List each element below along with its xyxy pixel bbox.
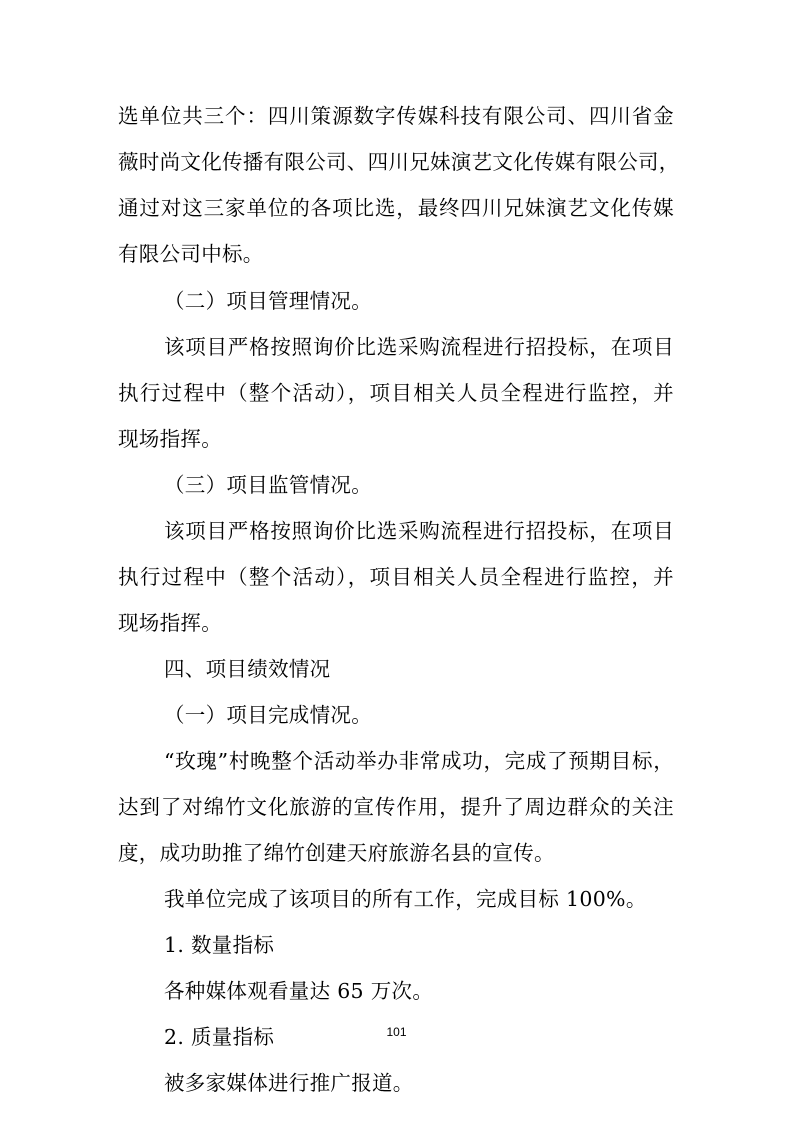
page-number: 101 — [386, 1025, 407, 1039]
section-heading: （三）项目监管情况。 — [164, 473, 372, 497]
body-text-line: 该项目严格按照询价比选采购流程进行招投标，在项目 — [164, 335, 674, 359]
body-text-line: 度，成功助推了绵竹创建天府旅游名县的宣传。 — [118, 841, 555, 865]
body-text-line: 现场指挥。 — [118, 611, 222, 635]
body-text-line: 被多家媒体进行推广报道。 — [164, 1071, 414, 1095]
body-text-line: 通过对这三家单位的各项比选，最终四川兄妹演艺文化传媒 — [118, 196, 674, 220]
body-text-line: 薇时尚文化传播有限公司、四川兄妹演艺文化传媒有限公司， — [118, 150, 680, 174]
section-heading: （一）项目完成情况。 — [164, 703, 372, 727]
section-heading: （二）项目管理情况。 — [164, 289, 372, 313]
indicator-heading: 1. 数量指标 — [164, 933, 275, 957]
indicator-heading: 2. 质量指标 — [164, 1025, 275, 1049]
body-text-line: 我单位完成了该项目的所有工作，完成目标 100%。 — [164, 887, 647, 911]
body-text-line: 现场指挥。 — [118, 427, 222, 451]
body-text-line: 执行过程中（整个活动），项目相关人员全程进行监控，并 — [118, 565, 674, 589]
chapter-heading: 四、项目绩效情况 — [164, 657, 331, 681]
body-text-line: 该项目严格按照询价比选采购流程进行招投标，在项目 — [164, 519, 674, 543]
body-text-line: 各种媒体观看量达 65 万次。 — [164, 979, 434, 1003]
body-text-line: 有限公司中标。 — [118, 242, 264, 266]
body-text-line: 执行过程中（整个活动），项目相关人员全程进行监控，并 — [118, 381, 674, 405]
body-text-line: “玫瑰”村晚整个活动举办非常成功，完成了预期目标， — [164, 749, 674, 773]
body-text-line: 选单位共三个：四川策源数字传媒科技有限公司、四川省金 — [118, 104, 674, 128]
body-text-line: 达到了对绵竹文化旅游的宣传作用，提升了周边群众的关注 — [118, 795, 674, 819]
